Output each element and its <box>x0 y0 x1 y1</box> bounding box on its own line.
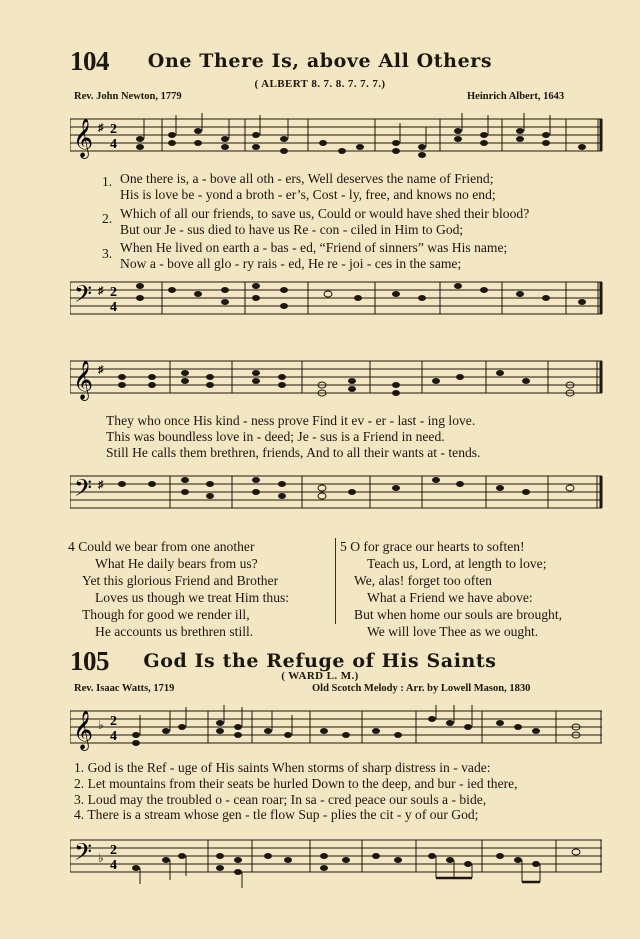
lyric-line: 2. Let mountains from their seats be hurled Down to the deep, and bur - ied there, <box>74 776 518 791</box>
music-staff-bass-3 <box>70 834 610 894</box>
svg-text:𝄢: 𝄢 <box>74 838 93 871</box>
lyric-line: But our Je - sus died to have us Re - con - ciled in Him to God; <box>120 222 464 237</box>
verse-number: 1. <box>102 174 113 189</box>
lyric-line: His is love be - yond a broth - er’s, Cost - ly, free, and knows no end; <box>120 187 496 202</box>
svg-text:4: 4 <box>110 300 117 315</box>
lyric-line: 3. Loud may the troubled o - cean roar; In sa - cred peace our souls a - bide, <box>74 792 487 807</box>
music-staff-treble-2 <box>70 355 610 405</box>
verse-number: 2. <box>102 211 113 226</box>
svg-text:4: 4 <box>110 729 117 744</box>
lyric-line: 1. God is the Ref - uge of His saints When storms of sharp distress in - vade: <box>74 760 491 775</box>
hymn-title-104: One There Is, above All Others <box>147 50 493 72</box>
music-staff-treble-1 <box>70 113 610 163</box>
lyric-line: Which of all our friends, to save us, Could or would have shed their blood? <box>120 206 530 221</box>
hymn-number-105: 105 <box>70 646 109 676</box>
svg-text:♯: ♯ <box>98 285 104 297</box>
stanza-line: We, alas! forget too often <box>354 573 492 588</box>
svg-text:𝄞: 𝄞 <box>73 118 94 158</box>
lyric-line: When He lived on earth a - bas - ed, “Friend of sinners” was His name; <box>120 240 508 255</box>
tune-name-105: ( WARD L. M.) <box>281 670 359 682</box>
stanza-line: Though for good we render ill, <box>82 607 250 622</box>
svg-text:♯: ♯ <box>98 364 104 376</box>
stanza-line: Loves us though we treat Him thus: <box>95 590 290 605</box>
svg-text:♭: ♭ <box>98 851 104 865</box>
svg-text:♭: ♭ <box>98 718 104 732</box>
stanza-4 <box>68 538 289 640</box>
lyric-line: 4. There is a stream whose gen - tle flow Sup - plies the cit - y of our God; <box>74 807 479 822</box>
svg-text:2: 2 <box>110 714 117 729</box>
column-divider <box>335 538 336 624</box>
lyric-line: This was boundless love in - deed; Je - sus is a Friend in need. <box>106 429 445 444</box>
svg-text:♯: ♯ <box>98 122 104 134</box>
lyric-line: They who once His kind - ness prove Find it ev - er - last - ing love. <box>106 413 476 428</box>
stanza-line: O for grace our hearts to soften! <box>350 539 525 554</box>
stanza-line: But when home our souls are brought, <box>354 607 563 622</box>
stanza-number: 4 <box>68 539 75 554</box>
author-credit-104: Rev. John Newton, 1779 <box>74 91 182 102</box>
svg-text:𝄞: 𝄞 <box>73 710 94 750</box>
stanza-5 <box>340 538 562 640</box>
stanza-number: 5 <box>340 539 347 554</box>
author-credit-105: Rev. Isaac Watts, 1719 <box>74 683 175 694</box>
stanza-line: What He daily bears from us? <box>95 556 258 571</box>
music-staff-treble-3 <box>70 705 610 755</box>
svg-text:♯: ♯ <box>98 479 104 491</box>
lyric-line: One there is, a - bove all oth - ers, Well deserves the name of Friend; <box>120 171 494 186</box>
hymn-number-104: 104 <box>70 46 109 76</box>
svg-text:2: 2 <box>110 122 117 137</box>
stanza-line: Could we bear from one another <box>78 539 255 554</box>
stanza-line: We will love Thee as we ought. <box>367 624 539 639</box>
svg-text:4: 4 <box>110 858 117 873</box>
lyric-line: Still He calls them brethren, friends, And to all their wants at - tends. <box>106 445 481 460</box>
composer-credit-105: Old Scotch Melody : Arr. by Lowell Mason, 1830 <box>312 683 531 694</box>
composer-credit-104: Heinrich Albert, 1643 <box>467 91 565 102</box>
music-staff-bass-1 <box>70 276 610 326</box>
svg-text:𝄢: 𝄢 <box>74 474 93 507</box>
svg-text:2: 2 <box>110 843 117 858</box>
stanza-line: Yet this glorious Friend and Brother <box>82 573 279 588</box>
svg-text:𝄢: 𝄢 <box>74 280 93 313</box>
music-staff-bass-2 <box>70 470 610 520</box>
stanza-line: He accounts us brethren still. <box>95 624 254 639</box>
svg-text:𝄞: 𝄞 <box>73 360 94 400</box>
verse-number: 3. <box>102 246 113 261</box>
tune-name-104: ( ALBERT 8. 7. 8. 7. 7. 7.) <box>254 78 386 90</box>
lyric-line: Now a - bove all glo - ry rais - ed, He re - joi - ces in the same; <box>120 256 462 271</box>
hymn-title-105: God Is the Refuge of His Saints <box>143 650 497 672</box>
stanza-line: What a Friend we have above: <box>367 590 533 605</box>
svg-text:2: 2 <box>110 285 117 300</box>
stanza-line: Teach us, Lord, at length to love; <box>367 556 547 571</box>
svg-text:4: 4 <box>110 137 117 152</box>
